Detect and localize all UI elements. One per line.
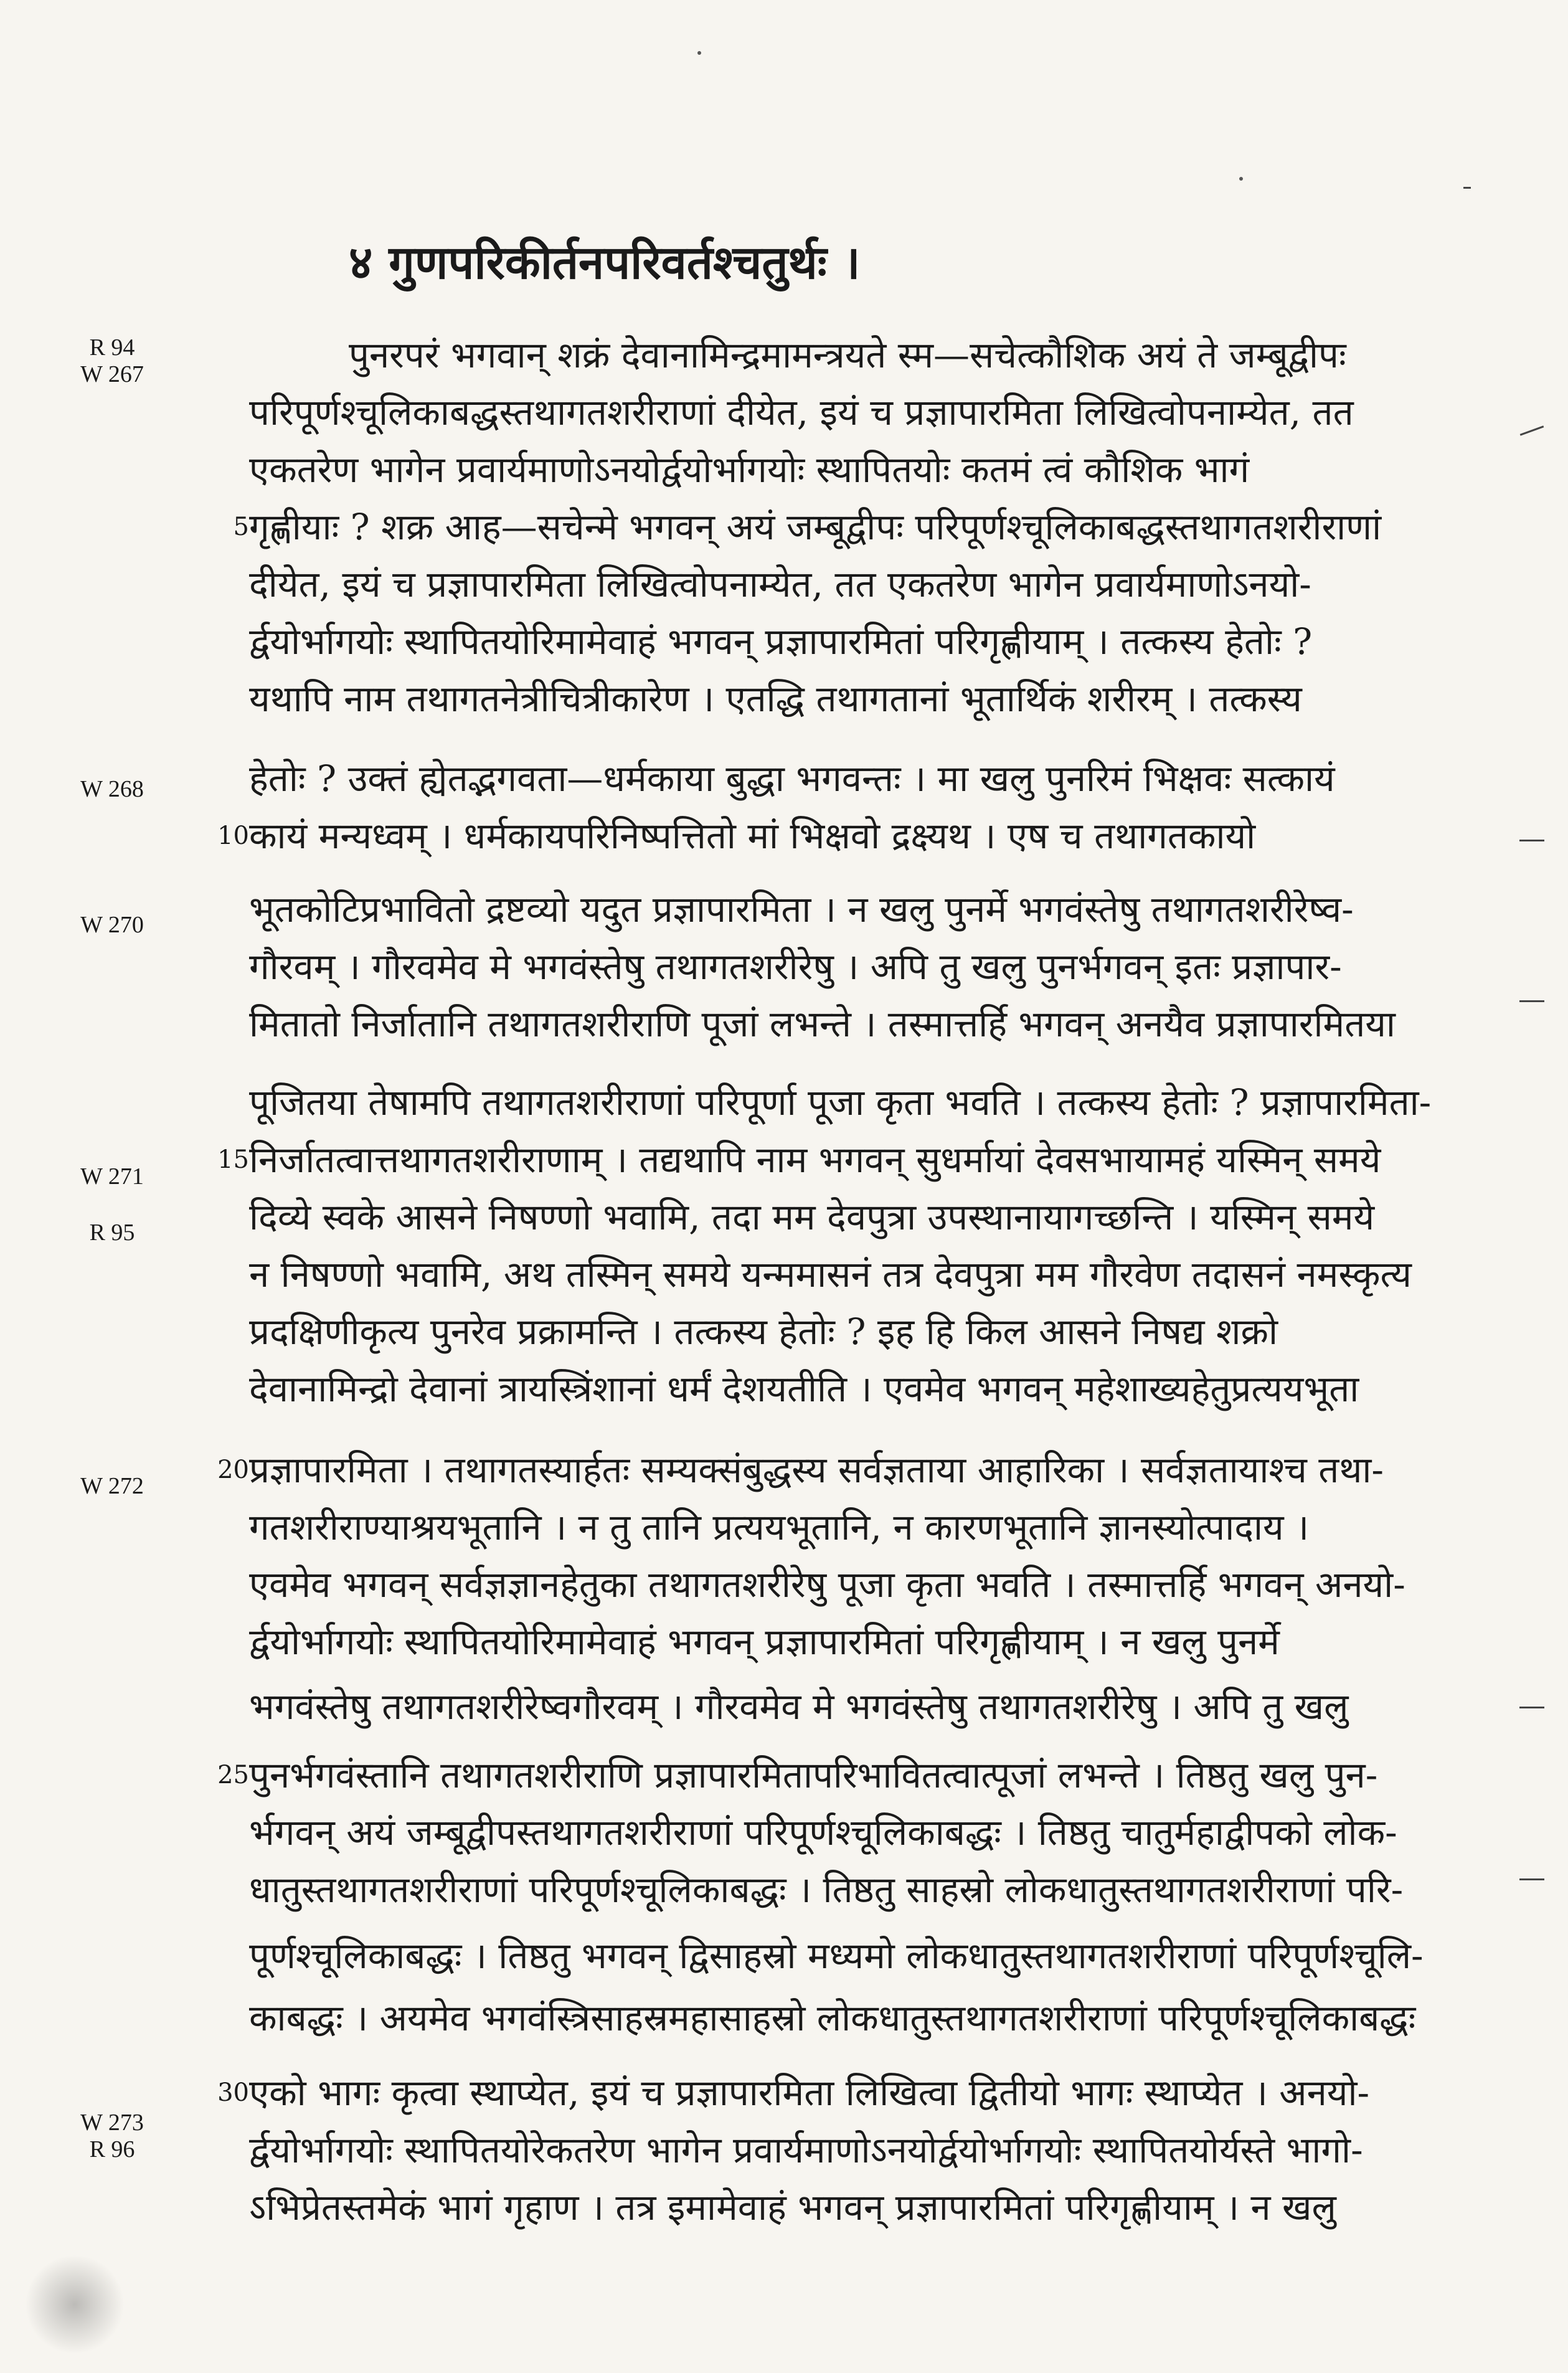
text-line: दिव्ये स्वके आसने निषण्णो भवामि, तदा मम देवपुत्रा उपस्थानायागच्छन्ति । यस्मिन् समये bbox=[249, 1196, 1375, 1238]
text-line: र्द्वयोर्भागयोः स्थापितयोरिमामेवाहं भगवन् प्रज्ञापारमितां परिगृह्णीयाम् । तत्कस्य हेतोः ? bbox=[249, 620, 1313, 663]
chapter-heading: ४ गुणपरिकीर्तनपरिवर्तश्चतुर्थः । bbox=[349, 236, 861, 290]
scan-smudge bbox=[25, 2255, 125, 2354]
line-number: 10 bbox=[217, 822, 249, 850]
text-line: परिपूर्णश्चूलिकाबद्धस्तथागतशरीराणां दीयेत, इयं च प्रज्ञापारमिता लिखित्वोपनाम्येत, तत bbox=[249, 391, 1354, 433]
margin-tick bbox=[1519, 1000, 1544, 1002]
text-line: एकतरेण भागेन प्रवार्यमाणोऽनयोर्द्वयोर्भागयोः स्थापितयोः कतमं त्वं कौशिक भागं bbox=[249, 448, 1250, 491]
text-line: कायं मन्यध्वम् । धर्मकायपरिनिष्पत्तितो मां भिक्षवो द्रक्ष्यथ । एष च तथागतकायो bbox=[249, 815, 1256, 857]
line-number: 20 bbox=[217, 1456, 249, 1484]
text-line: गतशरीराण्याश्रयभूतानि । न तु तानि प्रत्ययभूतानि, न कारणभूतानि ज्ञानस्योत्पादाय । bbox=[249, 1506, 1310, 1548]
text-line: ऽभिप्रेतस्तमेकं भागं गृहाण । तत्र इमामेवाहं भगवन् प्रज्ञापारमितां परिगृह्णीयाम् । न खलु bbox=[249, 2186, 1336, 2229]
text-line: गौरवम् । गौरवमेव मे भगवंस्तेषु तथागतशरीरेषु । अपि तु खलु पुनर्भगवन् इतः प्रज्ञापार- bbox=[249, 945, 1342, 988]
text-line: धातुस्तथागतशरीराणां परिपूर्णश्चूलिकाबद्धः । तिष्ठतु साहस्रो लोकधातुस्तथागतशरीराणां परि- bbox=[249, 1869, 1404, 1911]
text-line: गृह्णीयाः ? शक्र आह—सचेन्मे भगवन् अयं जम्बूद्वीपः परिपूर्णश्चूलिकाबद्धस्तथागतशरीराणां bbox=[249, 506, 1382, 548]
text-line: र्भगवन् अयं जम्बूद्वीपस्तथागतशरीराणां परिपूर्णश्चूलिकाबद्धः । तिष्ठतु चातुर्महाद्वीपको लोक- bbox=[249, 1811, 1397, 1854]
text-line: दीयेत, इयं च प्रज्ञापारमिता लिखित्वोपनाम्येत, तत एकतरेण भागेन प्रवार्यमाणोऽनयो- bbox=[249, 563, 1311, 605]
margin-tick bbox=[1519, 840, 1544, 841]
line-number: 25 bbox=[217, 1761, 249, 1789]
text-line: एवमेव भगवन् सर्वज्ञज्ञानहेतुका तथागतशरीरेषु पूजा कृता भवति । तस्मात्तर्हि भगवन् अनयो- bbox=[249, 1563, 1405, 1606]
text-line: पूजितया तेषामपि तथागतशरीराणां परिपूर्णा पूजा कृता भवति । तत्कस्य हेतोः ? प्रज्ञापारमिता- bbox=[249, 1081, 1432, 1124]
text-line: एको भागः कृत्वा स्थाप्येत, इयं च प्रज्ञापारमिता लिखित्वा द्वितीयो भागः स्थाप्येत । अनयो- bbox=[249, 2072, 1370, 2114]
margin-ref: W 271 bbox=[80, 1163, 144, 1190]
text-line: मितातो निर्जातानि तथागतशरीराणि पूजां लभन्ते । तस्मात्तर्हि भगवन् अनयैव प्रज्ञापारमितया bbox=[249, 1003, 1396, 1045]
margin-ref: W 267 bbox=[80, 361, 144, 387]
line-number: 15 bbox=[217, 1145, 249, 1174]
text-line: पुनर्भगवंस्तानि तथागतशरीराणि प्रज्ञापारमितापरिभावितत्वात्पूजां लभन्ते । तिष्ठतु खलु पुन- bbox=[249, 1754, 1378, 1796]
margin-tick bbox=[1520, 425, 1544, 435]
text-line: भूतकोटिप्रभावितो द्रष्टव्यो यदुत प्रज्ञापारमिता । न खलु पुनर्मे भगवंस्तेषु तथागतशरीरेष्व- bbox=[249, 888, 1354, 931]
margin-ref: W 273 bbox=[80, 2110, 144, 2136]
line-number: 5 bbox=[233, 513, 249, 541]
text-line: प्रदक्षिणीकृत्य पुनरेव प्रक्रामन्ति । तत्कस्य हेतोः ? इह हि किल आसने निषद्य शक्रो bbox=[249, 1310, 1278, 1353]
line-number: 30 bbox=[217, 2078, 249, 2107]
text-line: न निषण्णो भवामि, अथ तस्मिन् समये यन्ममासनं तत्र देवपुत्रा मम गौरवेण तदासनं नमस्कृत्य bbox=[249, 1253, 1412, 1295]
margin-tick bbox=[1519, 1707, 1544, 1708]
text-line: प्रज्ञापारमिता । तथागतस्यार्हतः सम्यक्संबुद्धस्य सर्वज्ञताया आहारिका । सर्वज्ञतायाश्च तथा- bbox=[249, 1449, 1384, 1491]
scan-speck bbox=[1239, 177, 1243, 181]
margin-ref: W 268 bbox=[80, 776, 144, 802]
margin-tick bbox=[1463, 187, 1471, 189]
text-line: भगवंस्तेषु तथागतशरीरेष्वगौरवम् । गौरवमेव मे भगवंस्तेषु तथागतशरीरेषु । अपि तु खलु bbox=[249, 1685, 1349, 1728]
text-line: र्द्वयोर्भागयोः स्थापितयोरेकतरेण भागेन प्रवार्यमाणोऽनयोर्द्वयोर्भागयोः स्थापितयोर्यस्ते भागो- bbox=[249, 2129, 1363, 2171]
scan-speck bbox=[697, 51, 701, 55]
margin-ref: R 95 bbox=[89, 1220, 135, 1246]
text-line: निर्जातत्वात्तथागतशरीराणाम् । तद्यथापि नाम भगवन् सुधर्मायां देवसभायामहं यस्मिन् समये bbox=[249, 1139, 1381, 1181]
text-line: देवानामिन्द्रो देवानां त्रायस्त्रिंशानां धर्मं देशयतीति । एवमेव भगवन् महेशाख्यहेतुप्रत्ययभूता bbox=[249, 1368, 1359, 1410]
margin-ref: R 94 bbox=[89, 334, 135, 361]
text-line: र्द्वयोर्भागयोः स्थापितयोरिमामेवाहं भगवन् प्रज्ञापारमितां परिगृह्णीयाम् । न खलु पुनर्मे bbox=[249, 1621, 1280, 1663]
margin-ref: W 272 bbox=[80, 1473, 144, 1499]
text-line: पूर्णश्चूलिकाबद्धः । तिष्ठतु भगवन् द्विसाहस्रो मध्यमो लोकधातुस्तथागतशरीराणां परिपूर्णश्चूलि- bbox=[249, 1935, 1424, 1977]
text-line: यथापि नाम तथागतनेत्रीचित्रीकारेण । एतद्धि तथागतानां भूतार्थिकं शरीरम् । तत्कस्य bbox=[249, 678, 1302, 720]
margin-ref: W 270 bbox=[80, 912, 144, 938]
margin-tick bbox=[1519, 1878, 1544, 1880]
text-line: काबद्धः । अयमेव भगवंस्त्रिसाहस्रमहासाहस्रो लोकधातुस्तथागतशरीराणां परिपूर्णश्चूलिकाबद्धः bbox=[249, 1997, 1416, 2039]
margin-ref: R 96 bbox=[89, 2136, 135, 2162]
text-line: हेतोः ? उक्तं ह्येतद्भगवता—धर्मकाया बुद्धा भगवन्तः । मा खलु पुनरिमं भिक्षवः सत्कायं bbox=[249, 757, 1335, 800]
text-line: पुनरपरं भगवान् शक्रं देवानामिन्द्रमामन्त्रयते स्म—सचेत्कौशिक अयं ते जम्बूद्वीपः bbox=[349, 334, 1346, 376]
